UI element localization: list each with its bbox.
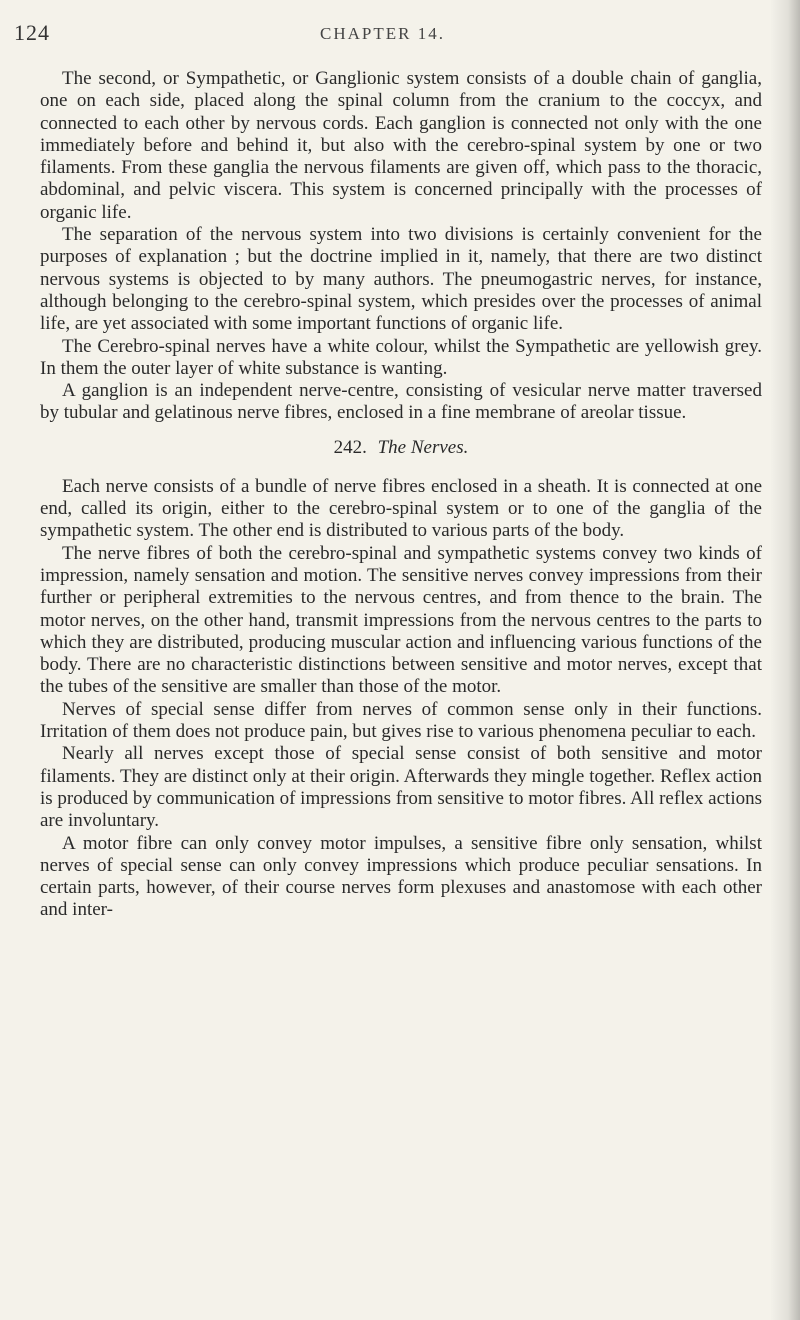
paragraph: The nerve fibres of both the cerebro-spinal and sympathetic systems convey two kinds of impression, namely sensation and motion. The sensitive nerves convey impressions from their further or peripheral extremities to the nervous centres, and from thence to the brain. The motor nerves, on the other hand, transmit impressions from the nervous centres to the parts to which they are distributed, producing muscular action and influencing various functions of the body. There are no characteristic distinctions between sensitive and motor nerves, except that the tubes of the sensitive are smaller than those of the motor. bbox=[40, 542, 762, 698]
section-number: 242. bbox=[333, 436, 367, 458]
body-text bbox=[40, 68, 762, 922]
section-heading bbox=[40, 437, 762, 459]
paragraph: The second, or Sympathetic, or Ganglionic system consists of a double chain of ganglia, one on each side, placed along the spinal column from the cranium to the coccyx, and connected to each other by nervous cords. Each ganglion is connected not only with the one immediately before and behind it, but also with the cerebro-spinal system by one or two filaments. From these ganglia the nervous filaments are given off, which pass to the thoracic, abdominal, and pelvic viscera. This system is concerned principally with the processes of organic life. bbox=[40, 68, 762, 223]
paragraph: Nerves of special sense differ from nerves of common sense only in their functions. Irritation of them does not produce pain, but gives rise to various phenomena peculiar to each. bbox=[40, 698, 762, 743]
page-header bbox=[0, 20, 800, 60]
section-title: The Nerves. bbox=[377, 436, 469, 458]
paragraph: The Cerebro-spinal nerves have a white colour, whilst the Sympathetic are yellowish grey. In them the outer layer of white substance is wanting. bbox=[40, 335, 762, 379]
paragraph: Each nerve consists of a bundle of nerve fibres enclosed in a sheath. It is connected at one end, called its origin, either to the cerebro-spinal system or to one of the ganglia of the sympathetic system. The other end is distributed to various parts of the body. bbox=[40, 475, 762, 542]
paragraph: The separation of the nervous system into two divisions is certainly convenient for the purposes of explanation ; but the doctrine implied in it, namely, that there are two distinct nervous systems is objected to by many authors. The pneumogastric nerves, for instance, although belonging to the cerebro-spinal system, which presides over the processes of animal life, are yet associated with some important functions of organic life. bbox=[40, 224, 762, 335]
paragraph: A ganglion is an independent nerve-centre, consisting of vesicular nerve matter traversed by tubular and gelatinous nerve fibres, enclosed in a fine membrane of areolar tissue. bbox=[40, 380, 762, 424]
paragraph: Nearly all nerves except those of special sense consist of both sensitive and motor filaments. They are distinct only at their origin. Afterwards they mingle together. Reflex action is produced by communication of impressions from sensitive to motor fibres. All reflex actions are involuntary. bbox=[40, 743, 762, 832]
paragraph: A motor fibre can only convey motor impulses, a sensitive fibre only sensation, whilst nerves of special sense can only convey impressions which produce peculiar sensations. In certain parts, however, of their course nerves form plexuses and anastomose with each other and inter- bbox=[40, 832, 762, 921]
page-number: 124 bbox=[14, 20, 50, 45]
page-edge-shadow bbox=[770, 0, 800, 1320]
running-head: CHAPTER 14. bbox=[320, 24, 445, 43]
